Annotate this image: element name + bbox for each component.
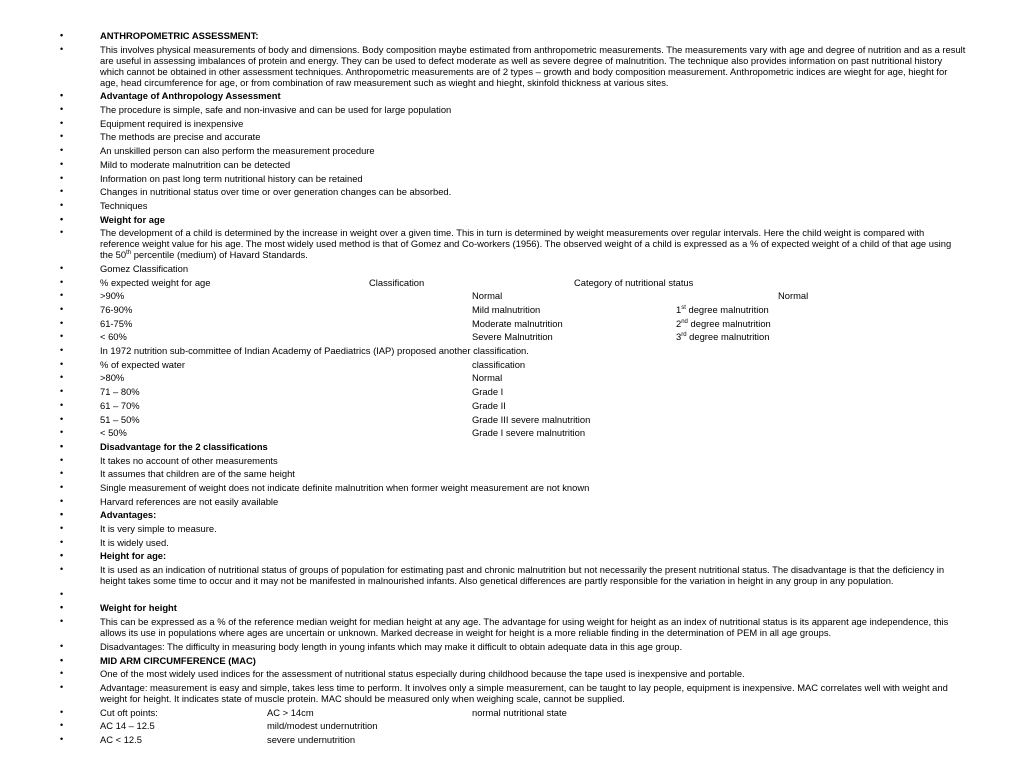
gomez-cat-sup: st [681,305,686,311]
gomez-cat [676,304,769,315]
gomez-pct: • >90% [100,290,125,302]
iap-row [0,400,966,411]
advantages-item: • It is widely used. [0,537,966,548]
gomez-cat-rest: degree malnutrition [685,304,769,315]
advantage-item: • Changes in nutritional status over time or over generation changes can be absorbed. [0,186,966,197]
advantage-item: • An unskilled person can also perform the measurement procedure [0,145,966,156]
gomez-pct: • 61-75% [100,317,133,329]
iap-pct: • < 50% [100,427,127,439]
mac-cutoff-value: AC > 14cm [267,706,314,718]
gomez-row [0,318,966,329]
iap-intro: • In 1972 nutrition sub-committee of Indian Academy of Paediatrics (IAP) proposed another classification. [0,345,966,356]
gomez-cat-rest: degree malnutrition [687,317,771,329]
mac-row [0,734,966,745]
heading-weight-for-height: • Weight for height [0,602,966,613]
gomez-class: Moderate malnutrition [472,317,563,329]
gomez-cat-num: 1 [676,304,682,315]
mac-cutoff-row [0,707,966,718]
heading-mac: • MID ARM CIRCUMFERENCE (MAC) [0,655,966,666]
gomez-cat [676,318,771,329]
advantage-item: • Information on past long term nutritional history can be retained [0,173,966,184]
iap-row [0,372,966,383]
disadvantage-item: • It assumes that children are of the same height [0,468,966,479]
gomez-row [0,290,966,301]
gomez-cat-num: 3 [676,331,682,343]
iap-pct: • 61 – 70% [100,399,140,411]
paragraph-weight-for-age [0,227,966,260]
heading-advantage: • Advantage of Anthropology Assessment [0,90,966,101]
paragraph-height-for-age: • It is used as an indication of nutritional status of groups of population for estimating past and chronic malnutrition but not necessarily the present nutritional status. The disadvantage is that the deficiency in height takes some time to occur and it may not be manifested in malnourished infants. Also genetical differences are partly responsible for the variation in height in any group in any population. [0,564,966,586]
gomez-label: • Gomez Classification [0,263,966,274]
advantage-item: • Techniques [0,200,966,211]
iap-header-pct: • % of expected water [100,358,185,370]
disadvantage-item: • Single measurement of weight does not indicate definite malnutrition when former weight measurement are not known [0,482,966,493]
advantage-item: • The methods are precise and accurate [0,131,966,142]
weight-text-sup: th [126,250,132,257]
gomez-cat-rest: degree malnutrition [686,331,770,343]
iap-row [0,414,966,425]
mac-row-label: • AC < 12.5 [100,733,142,745]
gomez-cat: Normal [778,290,809,302]
iap-pct: • >80% [100,372,125,384]
gomez-class: Normal [472,290,503,302]
iap-row [0,427,966,438]
iap-class: Normal [472,372,503,384]
mac-cutoff-label: • Cut oft points: [100,706,158,718]
weight-text-before: The development of a child is determined by the increase in weight over a given time. This in turn is determined by weight measurements over regular intervals. Here the child weight is compared with reference weight value for his age. The most widely used method is that of Gomez and Co-workers (1956). The observed weight of a child is expressed as a % of expected weight of a child of that age using the 50 [100,227,952,261]
paragraph-wfh-disadvantages: • Disadvantages: The difficulty in measuring body length in young infants which may make it difficult to obtain adequate data in this age group. [0,641,966,652]
mac-cutoff-state: normal nutritional state [472,706,567,718]
heading-advantages: • Advantages: [0,509,966,520]
paragraph-intro: • This involves physical measurements of body and dimensions. Body composition maybe estimated from anthropometric measurements. The measurements vary with age and degree of nutrition and as a result are useful in assessing imbalances of protein and energy. They can be used to defect moderate as well as severe degree of malnutrition. The technique also provides information on past nutritional history which cannot be obtained in other assessment techniques. Anthropometric measurements are of 2 types – growth and body composition measurement. Anthropometric indices are wieght for age, hieght for age, head circumference for age, or from combination of raw measurement such as wieght and hieght, skinfold thickness at various sites. [0,44,966,88]
iap-class: Grade I severe malnutrition [472,427,586,439]
gomez-header-pct: • % expected weight for age [100,276,211,288]
gomez-class: Mild malnutrition [472,304,541,315]
advantage-item: • The procedure is simple, safe and non-invasive and can be used for large population [0,104,966,115]
iap-header-row [0,359,966,370]
iap-class: Grade II [472,399,506,411]
heading-weight-for-age: • Weight for age [0,214,966,225]
gomez-pct: • 76-90% [100,304,133,315]
disadvantage-item: • It takes no account of other measurements [0,455,966,466]
gomez-row [0,304,966,315]
advantages-item: • It is very simple to measure. [0,523,966,534]
iap-class: Grade III severe malnutrition [472,413,591,425]
heading-height-for-age: • Height for age: [0,550,966,561]
advantage-item: • Mild to moderate malnutrition can be detected [0,159,966,170]
weight-text-after: percentile (medium) of Havard Standards. [131,249,308,261]
gomez-cat-num: 2 [676,317,682,329]
iap-row [0,386,966,397]
mac-row-label: • AC 14 – 12.5 [100,720,155,732]
gomez-class: Severe Malnutrition [472,331,553,343]
advantage-item: • Equipment required is inexpensive [0,118,966,129]
gomez-row [0,331,966,342]
iap-pct: • 51 – 50% [100,413,140,425]
gomez-header-row [0,277,966,288]
mac-row-value: mild/modest undernutrition [267,720,378,732]
mac-row [0,720,966,731]
paragraph-mac-1: • One of the most widely used indices for the assessment of nutritional status especially during childhood because the tape used is inexpensive and portable. [0,668,966,679]
gomez-cat-sup: rd [681,332,687,339]
gomez-cat [676,331,769,342]
heading-disadvantage: • Disadvantage for the 2 classifications [0,441,966,452]
iap-pct: • 71 – 80% [100,386,140,398]
iap-class: Grade I [472,386,504,398]
empty-bullet [0,589,966,600]
gomez-pct: • < 60% [100,331,127,343]
iap-header-class: classification [472,358,526,370]
heading-anthropometric: • ANTHROPOMETRIC ASSESSMENT: [0,30,966,41]
paragraph-weight-for-height: • This can be expressed as a % of the reference median weight for median height at any age. The advantage for using weight for height as an index of nutritional status is its apparent age independence, this allows its use in populations where ages are uncertain or unknown. Marked decrease in weight for height is a more reliable finding in the determination of PEM in all age groups. [0,616,966,638]
disadvantage-item: • Harvard references are not easily available [0,496,966,507]
gomez-header-class: Classification [369,276,425,288]
gomez-cat-sup: nd [681,318,688,325]
paragraph-mac-2: • Advantage: measurement is easy and simple, takes less time to perform. It involves only a simple measurement, can be taught to lay people, equipment is inexpensive. MAC correlates well with weight and weight for height. It indicates state of muscle protein. MAC should be measured only when weighing scale, cannot be supplied. [0,682,966,704]
mac-row-value: severe undernutrition [267,733,356,745]
gomez-header-cat: Category of nutritional status [574,276,694,288]
